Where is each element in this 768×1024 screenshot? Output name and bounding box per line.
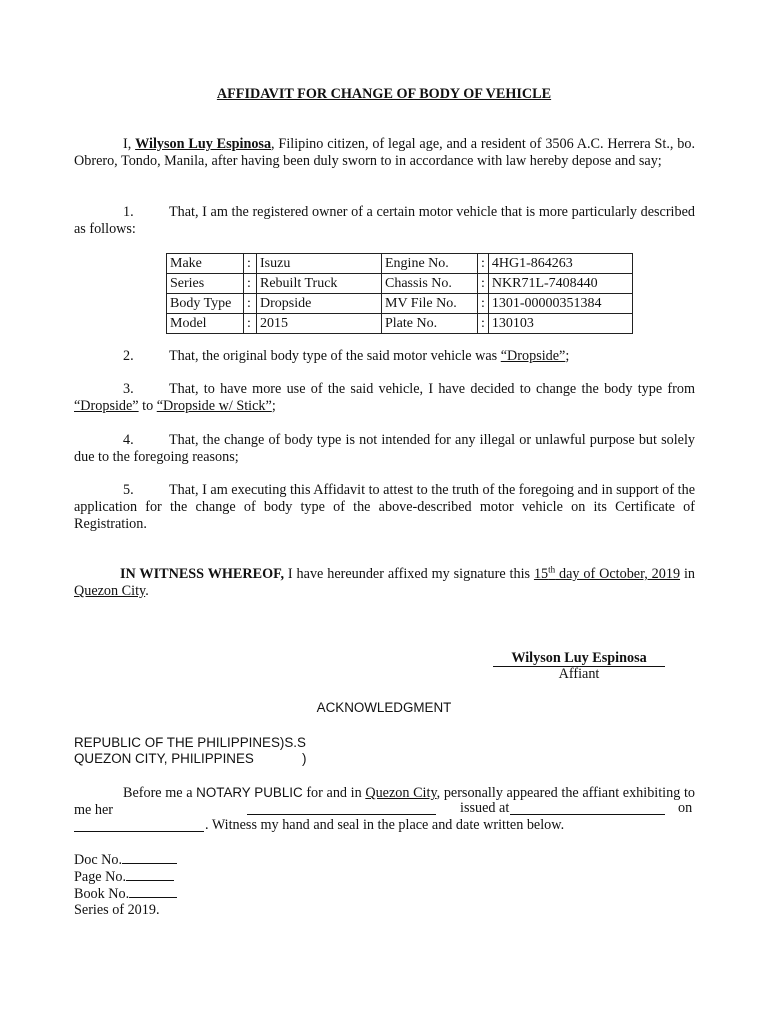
item-1-text: That, I am the registered owner of a certain motor vehicle that is more particularly described as follows: [74, 204, 695, 237]
signature-line [493, 650, 665, 667]
table-cell: Body Type [167, 294, 244, 314]
table-cell: MV File No. [382, 294, 478, 314]
item-3-mid: to [138, 398, 157, 414]
item-3-end: ; [271, 398, 276, 414]
item-1 [74, 204, 695, 238]
table-cell: Make [167, 254, 244, 274]
venue-line-2: QUEZON CITY, PHILIPPINES [74, 751, 254, 766]
from-body-type: “Dropside” [74, 398, 139, 414]
witness-text: I have hereunder affixed my signature this [284, 566, 534, 582]
signatory-name: Wilyson Luy Espinosa [511, 650, 647, 666]
item-5-number: 5. [123, 482, 134, 498]
ack-text-2: for and in [302, 785, 366, 801]
item-2-end: ; [565, 348, 570, 364]
page-no-label: Page No. [74, 869, 127, 885]
ack-text-3: , personally appeared the affiant exhibiting to me her [74, 785, 695, 818]
table-cell: NKR71L-7408440 [488, 274, 632, 294]
affiant-name: Wilyson Luy Espinosa [135, 136, 272, 152]
signing-day: 15 [533, 566, 549, 582]
venue-line-1: REPUBLIC OF THE PHILIPPINES)S.S [74, 735, 306, 750]
table-cell: : [478, 294, 489, 314]
table-cell: Plate No. [382, 314, 478, 334]
day-suffix: th [548, 564, 556, 575]
table-cell: : [244, 274, 257, 294]
table-cell: Dropside [257, 294, 382, 314]
intro-prefix: I, [123, 136, 136, 152]
item-3-text: That, to have more use of the said vehicle, I have decided to change the body type from [169, 381, 695, 397]
notary-public-label: NOTARY PUBLIC [196, 785, 303, 800]
witness-line-text: . Witness my hand and seal in the place and date written below. [205, 817, 565, 833]
item-3 [74, 381, 695, 415]
series-year: Series of 2019. [74, 902, 160, 918]
item-5-text: That, I am executing this Affidavit to attest to the truth of the foregoing and in support of the application for the change of body type of the above-described motor vehicle on its Certificate of Registration. [74, 482, 695, 532]
witness-mid: in [680, 566, 695, 582]
page-no [74, 868, 174, 886]
table-row [167, 314, 633, 334]
table-row [167, 294, 633, 314]
item-4-text: That, the change of body type is not intended for any illegal or unlawful purpose but solely due to the foregoing reasons; [74, 432, 695, 465]
doc-no [74, 851, 177, 869]
table-cell: : [244, 294, 257, 314]
table-cell: : [478, 254, 489, 274]
item-3-number: 3. [123, 381, 134, 397]
new-body-type: “Dropside w/ Stick” [156, 398, 272, 414]
table-cell: 130103 [488, 314, 632, 334]
intro-text: , Filipino citizen, of legal age, and a resident of 3506 A.C. Herrera St., bo. Obrero, Tondo, Manila, after having been duly sworn to in accordance with law hereby depose and say; [74, 136, 695, 169]
item-5 [74, 482, 695, 533]
table-cell: 1301-00000351384 [488, 294, 632, 314]
signing-place: Quezon City [74, 583, 146, 599]
table-cell: : [244, 314, 257, 334]
table-cell: 2015 [257, 314, 382, 334]
ack-text-1: Before me a [123, 785, 197, 801]
on-label: on [678, 800, 693, 816]
table-row [167, 274, 633, 294]
acknowledgment-heading: ACKNOWLEDGMENT [316, 700, 452, 715]
id-blank [247, 800, 436, 815]
witness-heading: IN WITNESS WHEREOF, [120, 566, 285, 582]
table-cell: : [478, 314, 489, 334]
issued-at-label: issued at [460, 800, 510, 816]
item-2 [74, 348, 695, 365]
item-1-number: 1. [123, 204, 134, 220]
document-title: AFFIDAVIT FOR CHANGE OF BODY OF VEHICLE [216, 86, 552, 102]
doc-no-blank [122, 851, 177, 864]
table-cell: Rebuilt Truck [257, 274, 382, 294]
item-4 [74, 432, 695, 466]
page-no-blank [126, 868, 174, 881]
item-2-number: 2. [123, 348, 134, 364]
table-cell: Chassis No. [382, 274, 478, 294]
table-cell: : [244, 254, 257, 274]
table-cell: : [478, 274, 489, 294]
book-no-blank [129, 885, 177, 898]
table-cell: Engine No. [382, 254, 478, 274]
book-no [74, 885, 177, 903]
signing-month-year: day of October, 2019 [555, 566, 681, 582]
witness-paragraph [74, 566, 695, 600]
item-4-number: 4. [123, 432, 134, 448]
original-body-type: “Dropside” [500, 348, 566, 364]
vehicle-details-table [166, 253, 633, 334]
doc-no-label: Doc No. [74, 852, 123, 868]
intro-paragraph [74, 136, 695, 170]
item-2-text: That, the original body type of the said motor vehicle was [169, 348, 501, 364]
ack-city: Quezon City [365, 785, 437, 801]
book-no-label: Book No. [74, 886, 130, 902]
issue-date-blank [74, 817, 204, 832]
witness-end: . [145, 583, 149, 599]
signing-date [534, 566, 680, 582]
venue-paren: ) [302, 751, 307, 766]
table-cell: Series [167, 274, 244, 294]
table-cell: Model [167, 314, 244, 334]
issued-place-blank [510, 800, 665, 815]
signatory-role: Affiant [558, 666, 600, 682]
table-cell: 4HG1-864263 [488, 254, 632, 274]
table-cell: Isuzu [257, 254, 382, 274]
table-row [167, 254, 633, 274]
